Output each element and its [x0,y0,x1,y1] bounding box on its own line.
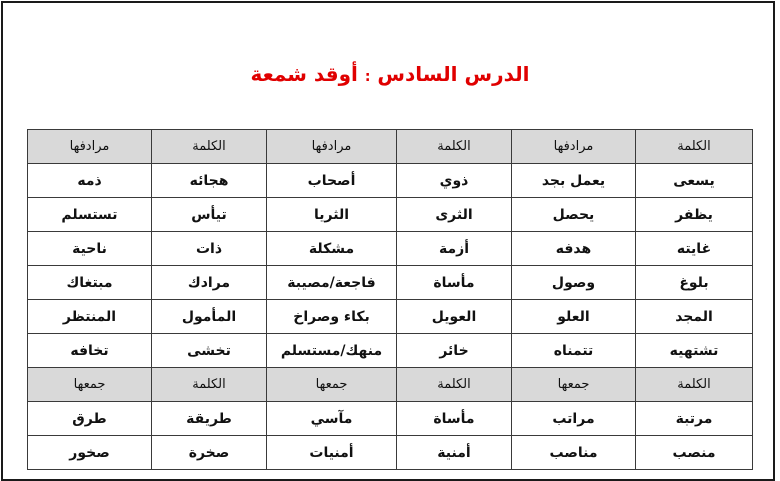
column-header-cell: الكلمة [636,130,753,164]
table-cell: مرتبة [636,402,753,436]
column-header-cell: جمعها [512,368,636,402]
table-row [28,266,753,300]
table-cell: الثريا [267,198,397,232]
table-cell: فاجعة/مصيبة [267,266,397,300]
table-row [28,436,753,470]
lesson-title [0,62,780,89]
table-cell: بكاء وصراخ [267,300,397,334]
column-header-cell: جمعها [28,368,152,402]
table-row [28,334,753,368]
table-cell: تستسلم [28,198,152,232]
table-cell: أصحاب [267,164,397,198]
table-cell: تيأس [152,198,267,232]
column-header-cell: الكلمة [152,368,267,402]
table-cell: صخرة [152,436,267,470]
table-cell: المأمول [152,300,267,334]
column-header-cell: مرادفها [512,130,636,164]
table-cell: يسعى [636,164,753,198]
table-cell: غايته [636,232,753,266]
table-cell: يعمل بجد [512,164,636,198]
column-header-cell: جمعها [267,368,397,402]
table-cell: ذوي [397,164,512,198]
table-cell: تشتهيه [636,334,753,368]
table-cell: وصول [512,266,636,300]
lesson-number: الدرس السادس [377,62,530,86]
table-cell: منصب [636,436,753,470]
table-row [28,164,753,198]
table-cell: مآسي [267,402,397,436]
table-cell: مأساة [397,402,512,436]
vocabulary-table [27,129,753,470]
table-cell: مأساة [397,266,512,300]
table-cell: ناحية [28,232,152,266]
column-header-cell: الكلمة [636,368,753,402]
table-cell: منهك/مستسلم [267,334,397,368]
table-cell: العلو [512,300,636,334]
column-header-cell: الكلمة [397,368,512,402]
table-cell: المجد [636,300,753,334]
table-cell: تخشى [152,334,267,368]
column-header-cell: الكلمة [152,130,267,164]
table-cell: تتمناه [512,334,636,368]
column-header-cell: الكلمة [397,130,512,164]
table-cell: مبتغاك [28,266,152,300]
column-header-cell: مرادفها [28,130,152,164]
table-cell: أمنيات [267,436,397,470]
table-cell: هدفه [512,232,636,266]
table-cell: يظفر [636,198,753,232]
table-cell: الثرى [397,198,512,232]
table-cell: هجائه [152,164,267,198]
table-cell: أمنية [397,436,512,470]
table-cell: مرادك [152,266,267,300]
table-cell: يحصل [512,198,636,232]
table-cell: ذمه [28,164,152,198]
table-cell: ذات [152,232,267,266]
table-cell: خائر [397,334,512,368]
table-cell: العويل [397,300,512,334]
table-cell: طرق [28,402,152,436]
table-cell: صخور [28,436,152,470]
table-row [28,300,753,334]
table-row [28,402,753,436]
table-row [28,232,753,266]
lesson-name: أوقد شمعة [250,62,358,86]
table-cell: بلوغ [636,266,753,300]
table-cell: مشكلة [267,232,397,266]
table-cell: أزمة [397,232,512,266]
vocabulary-table-body [28,130,753,470]
table-cell: مراتب [512,402,636,436]
table-row [28,198,753,232]
table-header-row [28,130,753,164]
table-cell: مناصب [512,436,636,470]
table-header-row [28,368,753,402]
table-cell: طريقة [152,402,267,436]
table-cell: المنتظر [28,300,152,334]
column-header-cell: مرادفها [267,130,397,164]
table-cell: تخافه [28,334,152,368]
title-separator: : [364,69,371,85]
